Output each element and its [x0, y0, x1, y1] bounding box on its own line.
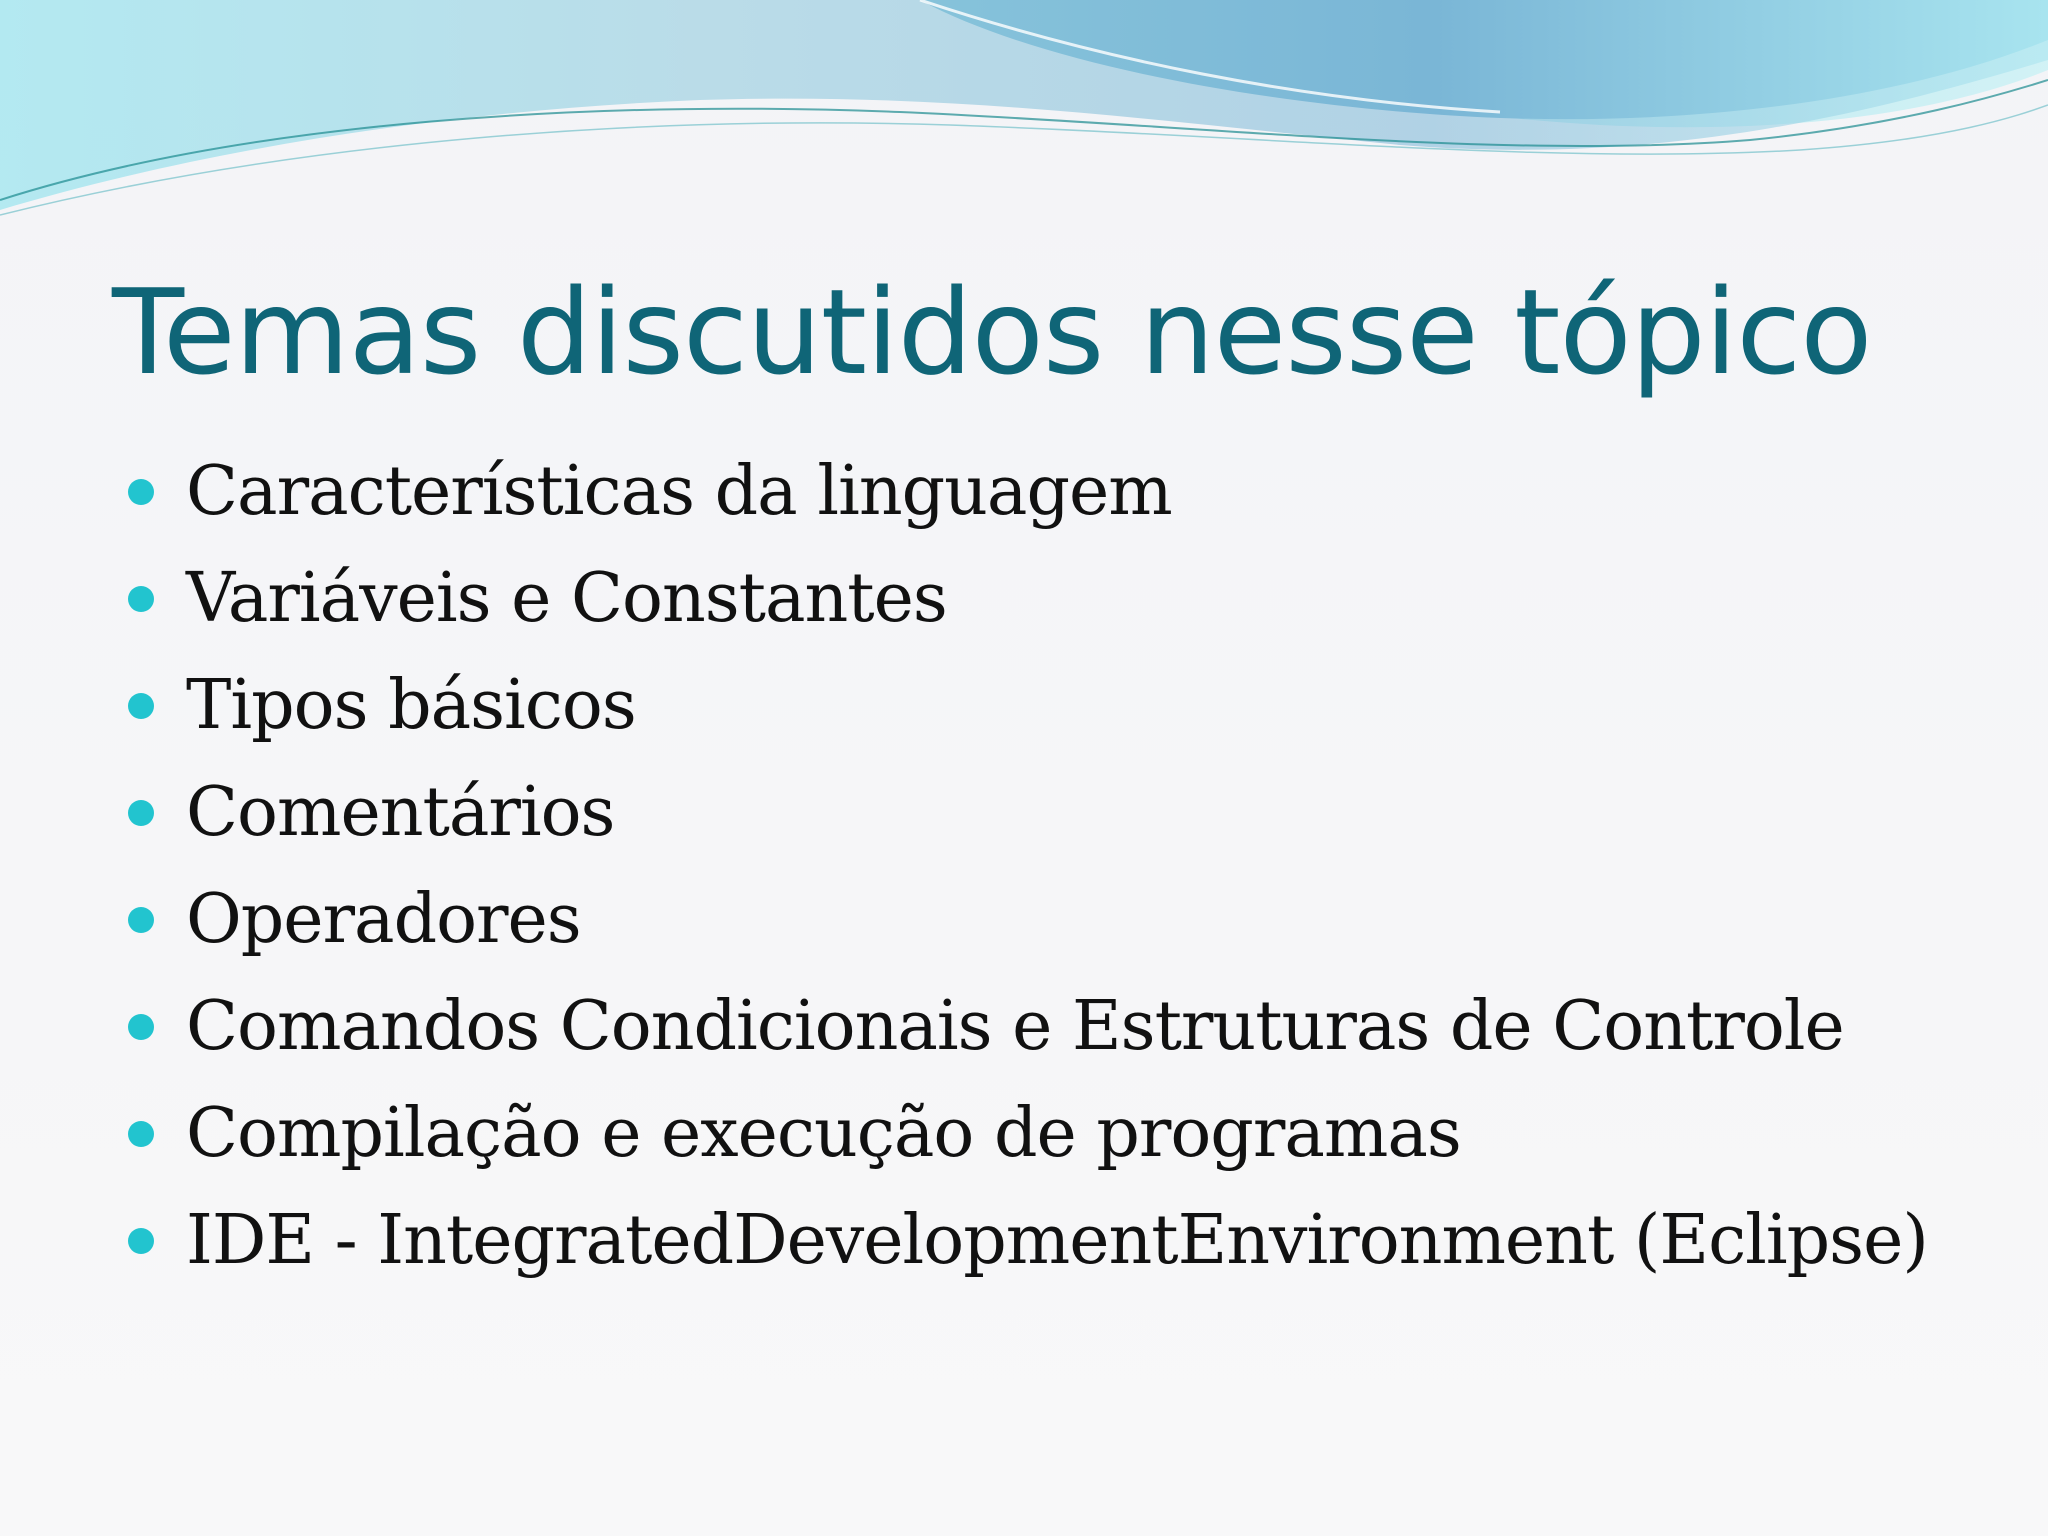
- bullet-dot-icon: [128, 1121, 154, 1147]
- bullet-text: Operadores: [186, 880, 581, 959]
- list-item: [126, 545, 1928, 652]
- bullet-text: Comandos Condicionais e Estruturas de Controle: [186, 987, 1844, 1066]
- bullet-dot-icon: [128, 693, 154, 719]
- bullet-text: Características da linguagem: [186, 452, 1172, 531]
- bullet-text: IDE - IntegratedDevelopmentEnvironment (Eclipse): [186, 1201, 1928, 1280]
- list-item: [126, 866, 1928, 973]
- bullet-list: [126, 438, 1928, 1294]
- list-item: [126, 1187, 1928, 1294]
- bullet-dot-icon: [128, 907, 154, 933]
- bullet-text: Tipos básicos: [186, 666, 636, 745]
- list-item: [126, 759, 1928, 866]
- list-item: [126, 652, 1928, 759]
- bullet-dot-icon: [128, 1014, 154, 1040]
- bullet-text: Comentários: [186, 773, 615, 852]
- list-item: [126, 973, 1928, 1080]
- list-item: [126, 1080, 1928, 1187]
- bullet-dot-icon: [128, 1228, 154, 1254]
- bullet-dot-icon: [128, 479, 154, 505]
- bullet-dot-icon: [128, 800, 154, 826]
- bullet-text: Compilação e execução de programas: [186, 1094, 1461, 1173]
- slide-title: Temas discutidos nesse tópico: [112, 263, 1872, 401]
- header-wave-decoration: [0, 0, 2048, 240]
- bullet-text: Variáveis e Constantes: [186, 559, 947, 638]
- list-item: [126, 438, 1928, 545]
- bullet-dot-icon: [128, 586, 154, 612]
